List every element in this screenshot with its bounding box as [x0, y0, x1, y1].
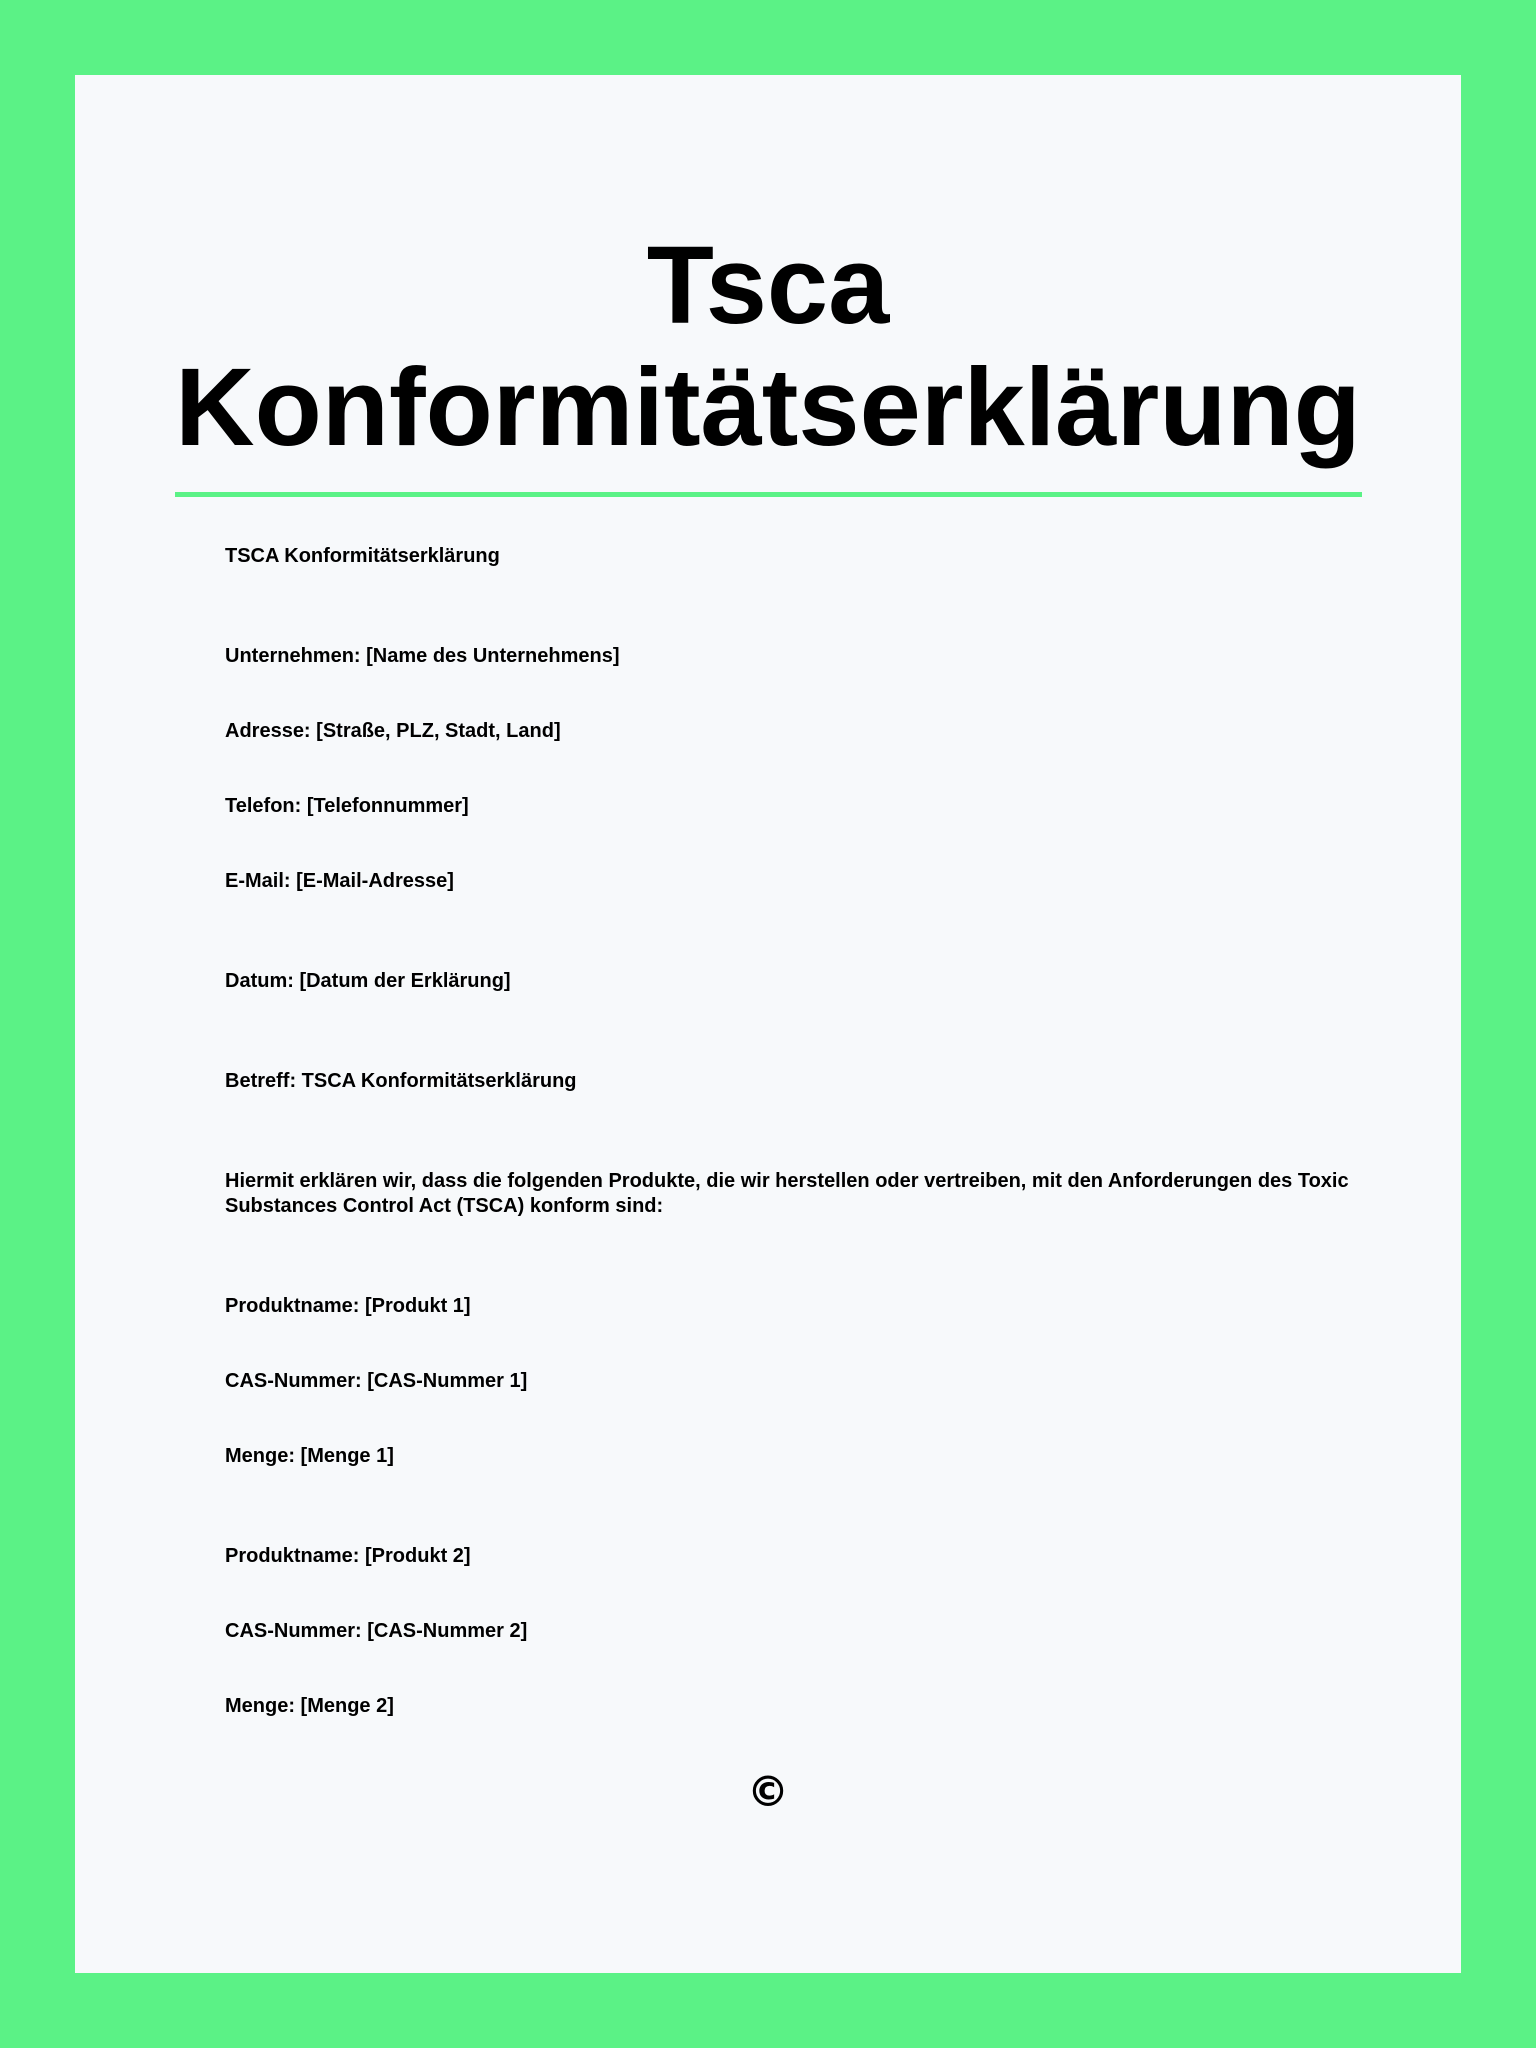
product-1-cas: CAS-Nummer: [CAS-Nummer 1] — [225, 1370, 528, 1392]
document-heading: TSCA Konformitätserklärung — [225, 545, 500, 567]
address-line: Adresse: [Straße, PLZ, Stadt, Land] — [225, 720, 561, 742]
product-2-quantity: Menge: [Menge 2] — [225, 1695, 394, 1717]
product-1-name: Produktname: [Produkt 1] — [225, 1295, 471, 1317]
title-line-2: Konformitätserklärung — [175, 346, 1361, 469]
product-2-cas: CAS-Nummer: [CAS-Nummer 2] — [225, 1620, 528, 1642]
copyright-symbol: © — [747, 1767, 789, 1816]
declaration-paragraph: Hiermit erklären wir, dass die folgenden Produkte, die wir herstellen oder vertreiben, mit den Anforderungen des Toxic Substances Control Act (TSCA) konform sind: — [225, 1170, 1349, 1217]
company-line: Unternehmen: [Name des Unternehmens] — [225, 645, 620, 667]
subject-line: Betreff: TSCA Konformitätserklärung — [225, 1070, 577, 1092]
phone-line: Telefon: [Telefonnummer] — [225, 795, 469, 817]
document-title — [75, 225, 1461, 469]
product-1-quantity: Menge: [Menge 1] — [225, 1445, 394, 1467]
title-line-1: Tsca — [646, 224, 890, 347]
date-line: Datum: [Datum der Erklärung] — [225, 970, 511, 992]
email-line: E-Mail: [E-Mail-Adresse] — [225, 870, 454, 892]
product-2-name: Produktname: [Produkt 2] — [225, 1545, 471, 1567]
title-divider — [175, 492, 1362, 497]
document-page — [75, 75, 1461, 1973]
